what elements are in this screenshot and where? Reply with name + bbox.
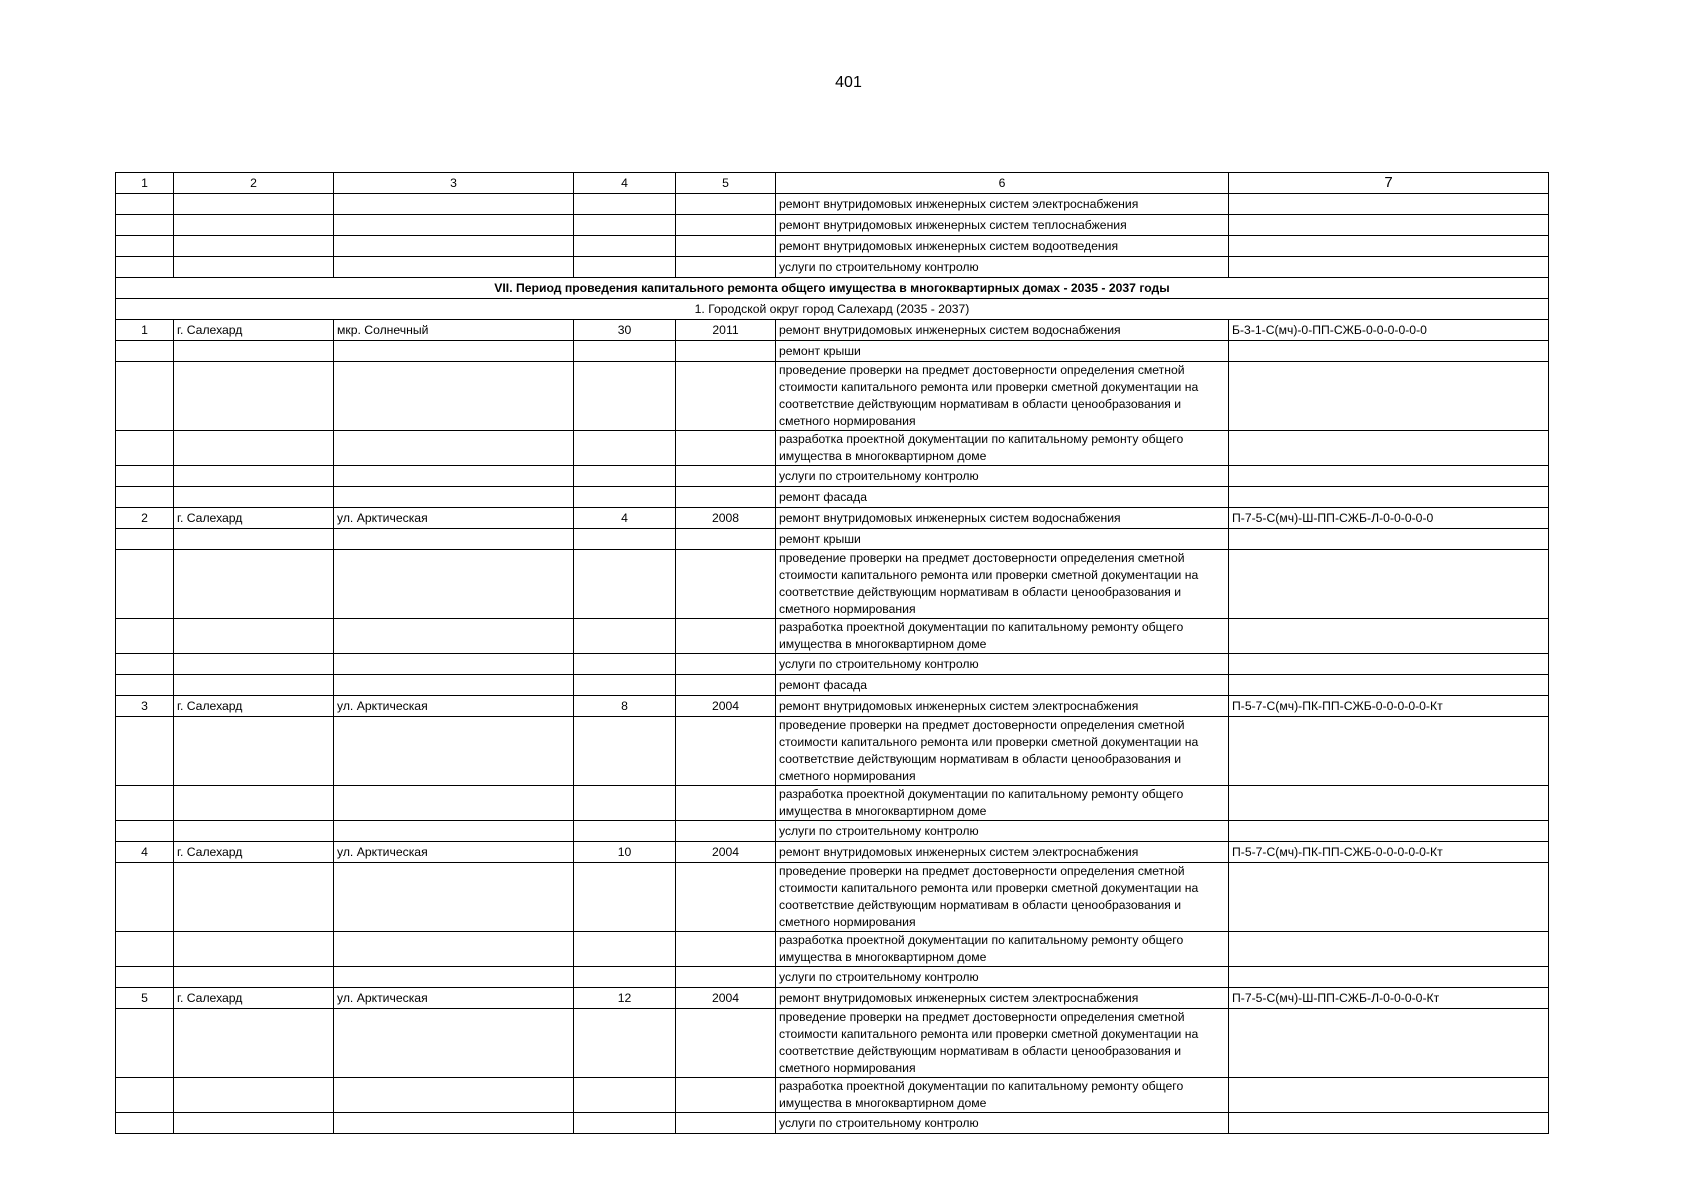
table-row <box>116 654 1549 675</box>
street: ул. Арктическая <box>334 696 574 717</box>
table-row <box>116 362 1549 431</box>
work-type: разработка проектной документации по капитальному ремонту общего имущества в многоквартирном доме <box>776 786 1229 821</box>
build-year: 2004 <box>676 988 776 1009</box>
page-number: 401 <box>835 74 862 91</box>
street: ул. Арктическая <box>334 842 574 863</box>
work-type: услуги по строительному контролю <box>776 257 1229 278</box>
column-numbers-row <box>116 173 1549 194</box>
work-type: услуги по строительному контролю <box>776 1113 1229 1134</box>
build-year: 2008 <box>676 508 776 529</box>
city: г. Салехард <box>174 508 334 529</box>
row-number: 2 <box>116 508 174 529</box>
build-year: 2004 <box>676 842 776 863</box>
section-title: VII. Период проведения капитального ремонта общего имущества в многоквартирных домах - 2035 - 2037 годы <box>116 278 1549 299</box>
col-header-1: 1 <box>116 173 174 194</box>
work-type: ремонт внутридомовых инженерных систем водоотведения <box>776 236 1229 257</box>
work-type: разработка проектной документации по капитальному ремонту общего имущества в многоквартирном доме <box>776 619 1229 654</box>
work-type: ремонт внутридомовых инженерных систем электроснабжения <box>776 842 1229 863</box>
street: мкр. Солнечный <box>334 320 574 341</box>
work-type: проведение проверки на предмет достоверности определения сметной стоимости капитального ремонта или проверки сметной документации на соответствие действующим нормативам в области ценообразования и сметного нормирования <box>776 550 1229 619</box>
table-row <box>116 550 1549 619</box>
house-number: 30 <box>574 320 676 341</box>
table-row <box>116 194 1549 215</box>
city: г. Салехард <box>174 696 334 717</box>
table-row <box>116 967 1549 988</box>
work-type: ремонт внутридомовых инженерных систем электроснабжения <box>776 696 1229 717</box>
table-row <box>116 619 1549 654</box>
work-type: проведение проверки на предмет достоверности определения сметной стоимости капитального ремонта или проверки сметной документации на соответствие действующим нормативам в области ценообразования и сметного нормирования <box>776 362 1229 431</box>
build-year: 2011 <box>676 320 776 341</box>
building-code: Б-3-1-С(мч)-0-ПП-СЖБ-0-0-0-0-0-0 <box>1229 320 1549 341</box>
table-row <box>116 236 1549 257</box>
table-row <box>116 487 1549 508</box>
table-row <box>116 932 1549 967</box>
house-number: 12 <box>574 988 676 1009</box>
house-number: 10 <box>574 842 676 863</box>
table-row <box>116 341 1549 362</box>
street: ул. Арктическая <box>334 988 574 1009</box>
col-header-7: 7 <box>1229 173 1549 194</box>
table-row <box>116 988 1549 1009</box>
work-type: разработка проектной документации по капитальному ремонту общего имущества в многоквартирном доме <box>776 431 1229 466</box>
table-row <box>116 215 1549 236</box>
table-row <box>116 696 1549 717</box>
subsection-title: 1. Городской округ город Салехард (2035 - 2037) <box>116 299 1549 320</box>
col-header-3: 3 <box>334 173 574 194</box>
house-number: 8 <box>574 696 676 717</box>
work-type: ремонт внутридомовых инженерных систем электроснабжения <box>776 194 1229 215</box>
city: г. Салехард <box>174 988 334 1009</box>
table-row <box>116 717 1549 786</box>
table-row <box>116 1113 1549 1134</box>
repair-schedule-table <box>115 172 1549 1134</box>
table-row <box>116 431 1549 466</box>
work-type: услуги по строительному контролю <box>776 466 1229 487</box>
col-header-6: 6 <box>776 173 1229 194</box>
section-title-row <box>116 278 1549 299</box>
work-type: проведение проверки на предмет достоверности определения сметной стоимости капитального ремонта или проверки сметной документации на соответствие действующим нормативам в области ценообразования и сметного нормирования <box>776 1009 1229 1078</box>
work-type: ремонт внутридомовых инженерных систем электроснабжения <box>776 988 1229 1009</box>
subsection-title-row <box>116 299 1549 320</box>
building-code: П-7-5-С(мч)-Ш-ПП-СЖБ-Л-0-0-0-0-0 <box>1229 508 1549 529</box>
street: ул. Арктическая <box>334 508 574 529</box>
row-number: 4 <box>116 842 174 863</box>
table-row <box>116 675 1549 696</box>
work-type: ремонт внутридомовых инженерных систем водоснабжения <box>776 508 1229 529</box>
work-type: разработка проектной документации по капитальному ремонту общего имущества в многоквартирном доме <box>776 1078 1229 1113</box>
work-type: ремонт крыши <box>776 529 1229 550</box>
col-header-4: 4 <box>574 173 676 194</box>
building-code: П-5-7-С(мч)-ПК-ПП-СЖБ-0-0-0-0-0-Кт <box>1229 696 1549 717</box>
city: г. Салехард <box>174 842 334 863</box>
table-row <box>116 466 1549 487</box>
work-type: ремонт фасада <box>776 675 1229 696</box>
work-type: проведение проверки на предмет достоверности определения сметной стоимости капитального ремонта или проверки сметной документации на соответствие действующим нормативам в области ценообразования и сметного нормирования <box>776 863 1229 932</box>
row-number: 5 <box>116 988 174 1009</box>
building-code: П-5-7-С(мч)-ПК-ПП-СЖБ-0-0-0-0-0-Кт <box>1229 842 1549 863</box>
table-row <box>116 320 1549 341</box>
table-row <box>116 1078 1549 1113</box>
work-type: ремонт внутридомовых инженерных систем водоснабжения <box>776 320 1229 341</box>
work-type: ремонт фасада <box>776 487 1229 508</box>
table-row <box>116 529 1549 550</box>
work-type: проведение проверки на предмет достоверности определения сметной стоимости капитального ремонта или проверки сметной документации на соответствие действующим нормативам в области ценообразования и сметного нормирования <box>776 717 1229 786</box>
build-year: 2004 <box>676 696 776 717</box>
table-row <box>116 1009 1549 1078</box>
work-type: услуги по строительному контролю <box>776 654 1229 675</box>
city: г. Салехард <box>174 320 334 341</box>
row-number: 1 <box>116 320 174 341</box>
col-header-5: 5 <box>676 173 776 194</box>
work-type: разработка проектной документации по капитальному ремонту общего имущества в многоквартирном доме <box>776 932 1229 967</box>
table-row <box>116 508 1549 529</box>
house-number: 4 <box>574 508 676 529</box>
table-row <box>116 786 1549 821</box>
work-type: услуги по строительному контролю <box>776 967 1229 988</box>
building-code: П-7-5-С(мч)-Ш-ПП-СЖБ-Л-0-0-0-0-Кт <box>1229 988 1549 1009</box>
table-row <box>116 821 1549 842</box>
table-row <box>116 257 1549 278</box>
col-header-2: 2 <box>174 173 334 194</box>
work-type: ремонт внутридомовых инженерных систем теплоснабжения <box>776 215 1229 236</box>
table-row <box>116 842 1549 863</box>
work-type: услуги по строительному контролю <box>776 821 1229 842</box>
table-row <box>116 863 1549 932</box>
work-type: ремонт крыши <box>776 341 1229 362</box>
row-number: 3 <box>116 696 174 717</box>
